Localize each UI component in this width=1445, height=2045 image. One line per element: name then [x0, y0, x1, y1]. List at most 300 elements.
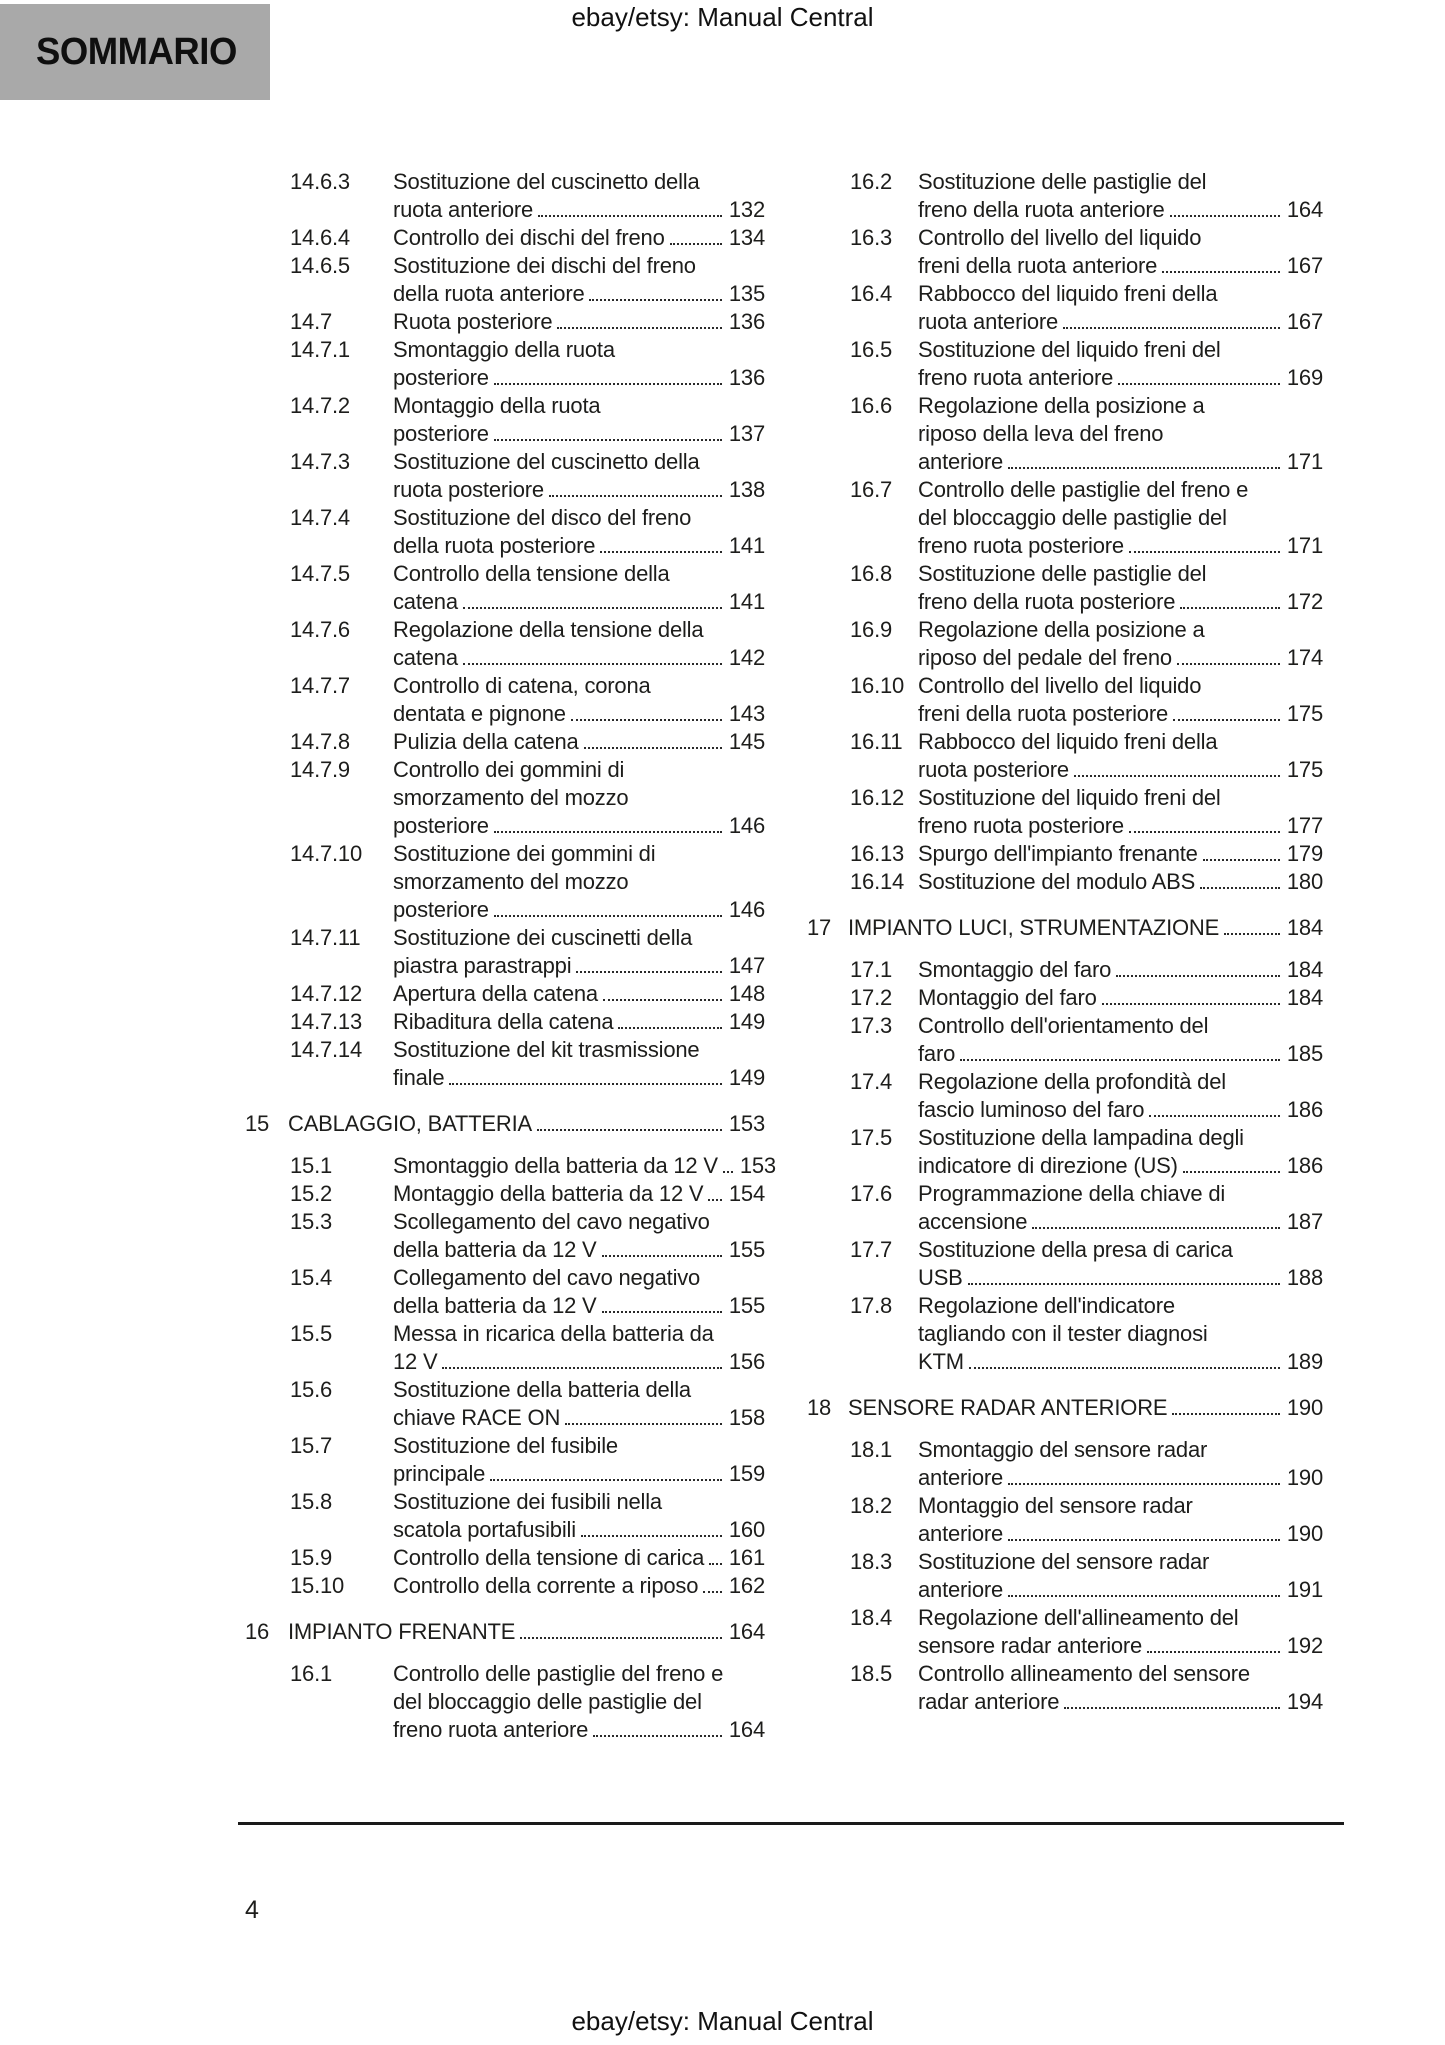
toc-title-line — [848, 1394, 1323, 1422]
toc-title-line: Sostituzione del liquido freni del — [918, 785, 1221, 810]
toc-entry-title — [918, 1236, 1323, 1292]
toc-title-text: CABLAGGIO, BATTERIA — [288, 1111, 532, 1136]
toc-entry-number: 14.7.14 — [290, 1037, 363, 1062]
toc-title-line — [393, 588, 765, 616]
toc-title-line: Sostituzione delle pastiglie del — [918, 561, 1207, 586]
toc-title-text: posteriore — [393, 813, 489, 838]
toc-entry-page: 138 — [728, 477, 765, 502]
toc-entry-number: 16.10 — [850, 673, 905, 698]
toc-title-line — [918, 956, 1323, 984]
toc-entry-number: 18.4 — [850, 1605, 893, 1630]
dot-leader — [1172, 1413, 1280, 1415]
dot-leader — [1177, 663, 1280, 665]
toc-entry-page: 190 — [1286, 1521, 1323, 1546]
toc-entry-page: 160 — [728, 1517, 765, 1542]
dot-leader — [1063, 327, 1280, 329]
toc-entry-page: 192 — [1286, 1633, 1323, 1658]
toc-title-line — [918, 1520, 1323, 1548]
toc-entry-number: 14.6.3 — [290, 169, 350, 194]
toc-title-line — [393, 1716, 765, 1744]
toc-title-text: Sostituzione del modulo ABS — [918, 869, 1196, 894]
toc-entry-number: 18.5 — [850, 1661, 893, 1686]
toc-sub-entry — [805, 1548, 1323, 1604]
toc-title-line — [918, 1208, 1323, 1236]
toc-sub-entry — [805, 1492, 1323, 1548]
dot-leader — [494, 383, 722, 385]
toc-title-line — [918, 1348, 1323, 1376]
toc-title-line — [393, 196, 765, 224]
toc-entry-number: 18 — [807, 1395, 832, 1420]
toc-column-right — [805, 168, 1323, 1716]
toc-entry-page: 155 — [728, 1293, 765, 1318]
toc-title-line — [393, 1008, 765, 1036]
toc-entry-title — [393, 1488, 765, 1544]
toc-entry-number: 16.11 — [850, 729, 903, 754]
toc-sub-entry — [240, 504, 765, 560]
toc-entry-title — [918, 1660, 1323, 1716]
dot-leader — [549, 495, 722, 497]
toc-entry-title — [918, 168, 1323, 224]
toc-sub-entry — [805, 784, 1323, 840]
toc-sub-entry — [805, 1660, 1323, 1716]
toc-entry-page: 164 — [728, 1619, 765, 1644]
toc-chapter-entry — [240, 1110, 765, 1138]
toc-entry-page: 146 — [728, 897, 765, 922]
toc-title-text: posteriore — [393, 897, 489, 922]
dot-leader — [1129, 551, 1280, 553]
toc-entry-title — [393, 252, 765, 308]
dot-leader — [603, 999, 722, 1001]
toc-title-line — [393, 364, 765, 392]
toc-entry-number: 17.5 — [850, 1125, 893, 1150]
toc-title-text: freni della ruota anteriore — [918, 253, 1158, 278]
toc-title-text: sensore radar anteriore — [918, 1633, 1143, 1658]
toc-sub-entry — [240, 1572, 765, 1600]
toc-entry-page: 190 — [1286, 1465, 1323, 1490]
dot-leader — [1102, 1003, 1280, 1005]
toc-title-line — [918, 308, 1323, 336]
toc-entry-page: 188 — [1286, 1265, 1323, 1290]
toc-entry-page: 184 — [1286, 957, 1323, 982]
dot-leader — [571, 719, 722, 721]
toc-sub-entry — [240, 1180, 765, 1208]
toc-title-text: KTM — [918, 1349, 964, 1374]
toc-entry-page: 175 — [1286, 757, 1323, 782]
dot-leader — [1224, 933, 1280, 935]
toc-entry-title — [918, 784, 1323, 840]
toc-title-text: freno della ruota anteriore — [918, 197, 1165, 222]
toc-entry-title — [918, 1124, 1323, 1180]
toc-title-line — [393, 1292, 765, 1320]
toc-sub-entry — [240, 1376, 765, 1432]
toc-entry-title — [393, 980, 765, 1008]
toc-entry-number: 16.7 — [850, 477, 893, 502]
footer-rule — [238, 1822, 1344, 1825]
toc-entry-title — [918, 984, 1323, 1012]
toc-title-line: Controllo allineamento del sensore — [918, 1661, 1250, 1686]
toc-title-text: piastra parastrappi — [393, 953, 572, 978]
toc-entry-title — [393, 1152, 776, 1180]
toc-title-text: anteriore — [918, 449, 1004, 474]
toc-sub-entry — [240, 616, 765, 672]
dot-leader — [565, 1423, 722, 1425]
toc-entry-page: 167 — [1286, 309, 1323, 334]
toc-entry-number: 16.8 — [850, 561, 893, 586]
toc-title-line: Smontaggio del sensore radar — [918, 1437, 1208, 1462]
toc-title-line — [918, 252, 1323, 280]
toc-entry-page: 190 — [1286, 1395, 1323, 1420]
dot-leader — [449, 1083, 721, 1085]
toc-entry-number: 15.7 — [290, 1433, 333, 1458]
toc-entry-page: 180 — [1286, 869, 1323, 894]
toc-entry-title — [918, 1548, 1323, 1604]
toc-title-text: Montaggio del faro — [918, 985, 1097, 1010]
toc-title-text: Ribaditura della catena — [393, 1009, 614, 1034]
toc-title-text: Spurgo dell'impianto frenante — [918, 841, 1198, 866]
toc-title-line — [393, 1236, 765, 1264]
toc-title-line: Sostituzione dei fusibili nella — [393, 1489, 662, 1514]
dot-leader — [584, 747, 722, 749]
toc-title-line — [288, 1110, 765, 1138]
toc-sub-entry — [805, 224, 1323, 280]
toc-entry-title — [918, 224, 1323, 280]
toc-entry-page: 194 — [1286, 1689, 1323, 1714]
toc-title-text: fascio luminoso del faro — [918, 1097, 1145, 1122]
toc-entry-title — [918, 956, 1323, 984]
toc-entry-title — [393, 672, 765, 728]
toc-entry-page: 184 — [1286, 985, 1323, 1010]
toc-entry-title — [918, 1436, 1323, 1492]
toc-entry-number: 15.1 — [290, 1153, 333, 1178]
toc-title-line — [918, 1688, 1323, 1716]
toc-entry-page: 145 — [728, 729, 765, 754]
toc-title-line — [288, 1618, 765, 1646]
toc-entry-number: 16.13 — [850, 841, 905, 866]
dot-leader — [1116, 975, 1280, 977]
toc-title-line — [393, 644, 765, 672]
toc-entry-title — [918, 476, 1323, 560]
dot-leader — [494, 439, 722, 441]
toc-sub-entry — [805, 672, 1323, 728]
dot-leader — [709, 1563, 722, 1565]
toc-title-line: Montaggio della ruota — [393, 393, 601, 418]
toc-title-line: Scollegamento del cavo negativo — [393, 1209, 710, 1234]
toc-entry-title — [393, 728, 765, 756]
toc-entry-number: 16.14 — [850, 869, 905, 894]
toc-sub-entry — [240, 1544, 765, 1572]
toc-entry-page: 186 — [1286, 1097, 1323, 1122]
toc-title-line — [393, 1064, 765, 1092]
toc-title-line: Controllo della tensione della — [393, 561, 670, 586]
toc-sub-entry — [805, 1068, 1323, 1124]
toc-entry-title — [393, 448, 765, 504]
toc-entry-page: 142 — [728, 645, 765, 670]
toc-entry-title — [393, 1036, 765, 1092]
toc-sub-entry — [805, 984, 1323, 1012]
dot-leader — [1203, 859, 1280, 861]
toc-entry-number: 14.7 — [290, 309, 333, 334]
toc-title-text: principale — [393, 1461, 486, 1486]
toc-title-text: anteriore — [918, 1521, 1004, 1546]
toc-title-line: Sostituzione del kit trasmissione — [393, 1037, 700, 1062]
toc-title-line: smorzamento del mozzo — [393, 869, 629, 894]
toc-title-text: accensione — [918, 1209, 1028, 1234]
toc-entry-number: 17.3 — [850, 1013, 893, 1038]
dot-leader — [1149, 1115, 1280, 1117]
toc-title-line — [393, 1180, 765, 1208]
toc-title-line — [918, 448, 1323, 476]
dot-leader — [1008, 1483, 1280, 1485]
toc-sub-entry — [805, 1236, 1323, 1292]
dot-leader — [589, 299, 721, 301]
dot-leader — [442, 1367, 721, 1369]
toc-sub-entry — [240, 392, 765, 448]
toc-title-text: della batteria da 12 V — [393, 1237, 597, 1262]
toc-sub-entry — [805, 956, 1323, 984]
toc-title-text: Controllo della tensione di carica — [393, 1545, 705, 1570]
toc-title-line — [918, 364, 1323, 392]
toc-chapter-entry — [805, 1394, 1323, 1422]
toc-title-line: Sostituzione dei gommini di — [393, 841, 656, 866]
toc-entry-title — [393, 840, 765, 924]
toc-entry-number: 15.9 — [290, 1545, 333, 1570]
toc-title-line — [393, 1152, 776, 1180]
toc-sub-entry — [240, 756, 765, 840]
toc-title-line — [918, 644, 1323, 672]
toc-entry-title — [393, 308, 765, 336]
dot-leader — [1064, 1707, 1280, 1709]
toc-entry-title — [918, 728, 1323, 784]
toc-title-text: ruota posteriore — [918, 757, 1069, 782]
toc-entry-number: 14.7.9 — [290, 757, 350, 782]
toc-title-line: Sostituzione del liquido freni del — [918, 337, 1221, 362]
toc-entry-title — [848, 1394, 1323, 1422]
toc-entry-page: 171 — [1286, 449, 1323, 474]
toc-entry-number: 15.4 — [290, 1265, 333, 1290]
toc-sub-entry — [240, 840, 765, 924]
toc-entry-number: 15.2 — [290, 1181, 333, 1206]
toc-title-text: ruota anteriore — [393, 197, 534, 222]
dot-leader — [1200, 887, 1280, 889]
toc-sub-entry — [805, 392, 1323, 476]
toc-sub-entry — [805, 1180, 1323, 1236]
toc-entry-number: 16.3 — [850, 225, 893, 250]
toc-title-line: del bloccaggio delle pastiglie del — [393, 1689, 702, 1714]
toc-entry-title — [918, 840, 1323, 868]
toc-entry-number: 18.3 — [850, 1549, 893, 1574]
toc-entry-number: 17.7 — [850, 1237, 893, 1262]
toc-title-line — [918, 840, 1323, 868]
dot-leader — [1180, 607, 1280, 609]
dot-leader — [494, 831, 722, 833]
toc-entry-page: 136 — [728, 309, 765, 334]
toc-entry-page: 172 — [1286, 589, 1323, 614]
toc-title-line: Sostituzione del cuscinetto della — [393, 449, 700, 474]
toc-title-line — [393, 1404, 765, 1432]
toc-title-line — [393, 476, 765, 504]
toc-title-text: SENSORE RADAR ANTERIORE — [848, 1395, 1168, 1420]
dot-leader — [538, 215, 722, 217]
toc-title-text: Pulizia della catena — [393, 729, 579, 754]
dot-leader — [463, 663, 722, 665]
toc-sub-entry — [240, 336, 765, 392]
dot-leader — [618, 1027, 721, 1029]
toc-title-line — [393, 1348, 765, 1376]
toc-title-line: Controllo delle pastiglie del freno e — [918, 477, 1249, 502]
toc-title-text: freni della ruota posteriore — [918, 701, 1168, 726]
dot-leader — [537, 1129, 722, 1131]
toc-entry-page: 161 — [728, 1545, 765, 1570]
toc-title-text: IMPIANTO LUCI, STRUMENTAZIONE — [848, 915, 1220, 940]
toc-entry-page: 143 — [728, 701, 765, 726]
toc-title-line — [848, 914, 1323, 942]
toc-title-line — [918, 1464, 1323, 1492]
toc-title-text: Controllo dei dischi del freno — [393, 225, 665, 250]
toc-sub-entry — [240, 252, 765, 308]
toc-title-text: Montaggio della batteria da 12 V — [393, 1181, 704, 1206]
toc-sub-entry — [805, 1292, 1323, 1376]
toc-title-text: della ruota anteriore — [393, 281, 585, 306]
toc-entry-number: 16.6 — [850, 393, 893, 418]
toc-title-text: 12 V — [393, 1349, 438, 1374]
toc-title-line — [918, 756, 1323, 784]
toc-title-text: riposo del pedale del freno — [918, 645, 1172, 670]
toc-entry-number: 14.6.5 — [290, 253, 350, 278]
toc-entry-page: 153 — [739, 1153, 776, 1178]
dot-leader — [1008, 1595, 1280, 1597]
toc-entry-title — [393, 560, 765, 616]
toc-sub-entry — [240, 224, 765, 252]
toc-entry-number: 16.1 — [290, 1661, 333, 1686]
toc-title-line: Sostituzione della batteria della — [393, 1377, 691, 1402]
toc-entry-page: 155 — [728, 1237, 765, 1262]
toc-title-line: Rabbocco del liquido freni della — [918, 281, 1218, 306]
toc-sub-entry — [240, 1008, 765, 1036]
toc-chapter-entry — [805, 914, 1323, 942]
toc-entry-page: 175 — [1286, 701, 1323, 726]
toc-title-text: dentata e pignone — [393, 701, 566, 726]
toc-title-line — [918, 1040, 1323, 1068]
toc-sub-entry — [805, 476, 1323, 560]
dot-leader — [708, 1199, 722, 1201]
toc-title-line: Collegamento del cavo negativo — [393, 1265, 701, 1290]
toc-sub-entry — [240, 168, 765, 224]
toc-title-text: IMPIANTO FRENANTE — [288, 1619, 516, 1644]
toc-title-line — [393, 420, 765, 448]
toc-title-line: Regolazione della posizione a — [918, 617, 1205, 642]
header-title: ebay/etsy: Manual Central — [571, 2, 874, 32]
toc-title-line — [393, 1460, 765, 1488]
toc-title-line — [393, 952, 765, 980]
toc-entry-page: 186 — [1286, 1153, 1323, 1178]
toc-entry-number: 14.7.10 — [290, 841, 363, 866]
toc-title-text: indicatore di direzione (US) — [918, 1153, 1178, 1178]
toc-title-line: Montaggio del sensore radar — [918, 1493, 1193, 1518]
toc-entry-page: 169 — [1286, 365, 1323, 390]
dot-leader — [1183, 1171, 1280, 1173]
toc-title-line: Controllo delle pastiglie del freno e — [393, 1661, 724, 1686]
toc-entry-title — [393, 504, 765, 560]
toc-title-line: Regolazione della tensione della — [393, 617, 704, 642]
toc-entry-number: 17.2 — [850, 985, 893, 1010]
dot-leader — [670, 243, 722, 245]
toc-sub-entry — [805, 560, 1323, 616]
toc-entry-number: 14.7.11 — [290, 925, 361, 950]
toc-entry-page: 179 — [1286, 841, 1323, 866]
toc-entry-title — [918, 1292, 1323, 1376]
toc-title-text: catena — [393, 589, 458, 614]
toc-title-line — [918, 196, 1323, 224]
toc-entry-title — [918, 616, 1323, 672]
toc-entry-number: 16.4 — [850, 281, 893, 306]
toc-title-text: ruota posteriore — [393, 477, 544, 502]
toc-sub-entry — [240, 672, 765, 728]
toc-title-line: Messa in ricarica della batteria da — [393, 1321, 714, 1346]
toc-entry-page: 134 — [728, 225, 765, 250]
dot-leader — [703, 1591, 722, 1593]
toc-entry-title — [393, 1008, 765, 1036]
toc-entry-number: 14.7.1 — [290, 337, 350, 362]
toc-sub-entry — [240, 1036, 765, 1092]
toc-title-line — [393, 980, 765, 1008]
toc-title-line: Sostituzione del cuscinetto della — [393, 169, 700, 194]
toc-title-text: freno ruota posteriore — [918, 813, 1124, 838]
toc-entry-title — [393, 756, 765, 840]
toc-entry-number: 14.7.12 — [290, 981, 363, 1006]
toc-entry-number: 15.8 — [290, 1489, 333, 1514]
toc-entry-title — [918, 336, 1323, 392]
toc-entry-title — [393, 336, 765, 392]
toc-entry-page: 149 — [728, 1009, 765, 1034]
toc-entry-number: 18.1 — [850, 1437, 893, 1462]
toc-entry-page: 184 — [1286, 915, 1323, 940]
toc-title-line — [918, 1632, 1323, 1660]
toc-entry-page: 156 — [728, 1349, 765, 1374]
toc-title-line: Regolazione dell'allineamento del — [918, 1605, 1239, 1630]
toc-title-text: della ruota posteriore — [393, 533, 596, 558]
toc-entry-page: 171 — [1286, 533, 1323, 558]
toc-title-line: Sostituzione della lampadina degli — [918, 1125, 1244, 1150]
toc-entry-title — [393, 1320, 765, 1376]
toc-entry-title — [393, 224, 765, 252]
toc-entry-page: 191 — [1286, 1577, 1323, 1602]
toc-entry-page: 141 — [728, 533, 765, 558]
toc-title-text: USB — [918, 1265, 963, 1290]
toc-title-line — [918, 588, 1323, 616]
toc-title-line: Sostituzione dei cuscinetti della — [393, 925, 693, 950]
toc-entry-number: 14.7.4 — [290, 505, 350, 530]
toc-title-line — [393, 280, 765, 308]
toc-entry-number: 15.10 — [290, 1573, 345, 1598]
toc-entry-title — [918, 1604, 1323, 1660]
toc-sub-entry — [240, 1264, 765, 1320]
toc-entry-page: 153 — [728, 1111, 765, 1136]
dot-leader — [1170, 215, 1280, 217]
section-label: SOMMARIO — [36, 30, 237, 73]
section-label-box — [0, 4, 270, 100]
toc-entry-number: 14.7.3 — [290, 449, 350, 474]
toc-entry-page: 146 — [728, 813, 765, 838]
dot-leader — [600, 551, 722, 553]
toc-title-line: Sostituzione del disco del freno — [393, 505, 692, 530]
toc-title-text: finale — [393, 1065, 445, 1090]
toc-entry-number: 15.6 — [290, 1377, 333, 1402]
toc-sub-entry — [805, 336, 1323, 392]
toc-title-line: Regolazione della profondità del — [918, 1069, 1226, 1094]
toc-title-line: Controllo di catena, corona — [393, 673, 651, 698]
toc-title-text: posteriore — [393, 421, 489, 446]
toc-entry-title — [288, 1110, 765, 1138]
